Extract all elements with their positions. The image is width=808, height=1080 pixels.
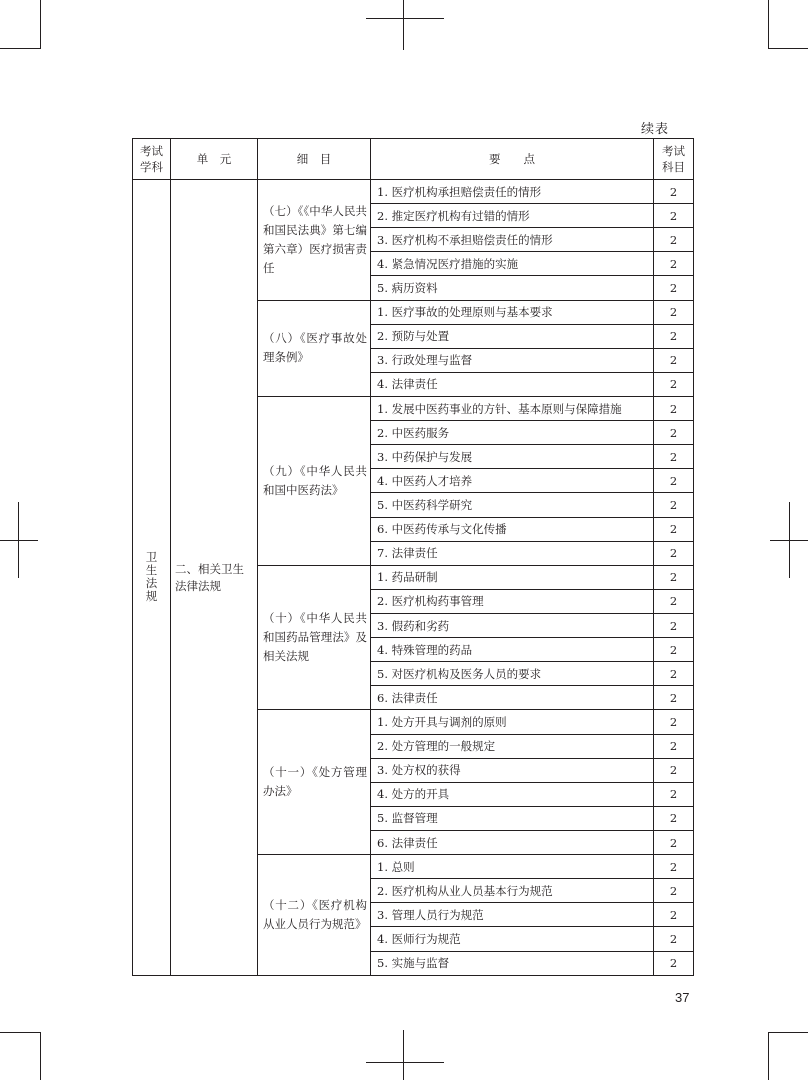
point-cell: 2. 医疗机构药事管理 xyxy=(371,589,654,613)
point-cell: 3. 医疗机构不承担赔偿责任的情形 xyxy=(371,228,654,252)
score-cell: 2 xyxy=(654,300,694,324)
point-cell: 5. 监督管理 xyxy=(371,806,654,830)
score-cell: 2 xyxy=(654,758,694,782)
score-cell: 2 xyxy=(654,879,694,903)
score-cell: 2 xyxy=(654,469,694,493)
score-cell: 2 xyxy=(654,903,694,927)
score-cell: 2 xyxy=(654,806,694,830)
point-cell: 4. 中医药人才培养 xyxy=(371,469,654,493)
point-cell: 1. 处方开具与调剂的原则 xyxy=(371,710,654,734)
score-cell: 2 xyxy=(654,324,694,348)
subject-text: 卫生法规 xyxy=(145,550,158,603)
detail-cell: （十一）《处方管理办法》 xyxy=(258,710,371,855)
score-cell: 2 xyxy=(654,180,694,204)
point-cell: 5. 实施与监督 xyxy=(371,951,654,976)
score-cell: 2 xyxy=(654,951,694,976)
score-cell: 2 xyxy=(654,782,694,806)
point-cell: 1. 医疗事故的处理原则与基本要求 xyxy=(371,300,654,324)
score-cell: 2 xyxy=(654,348,694,372)
point-cell: 1. 总则 xyxy=(371,855,654,879)
header-unit: 单 元 xyxy=(171,139,258,180)
point-cell: 5. 病历资料 xyxy=(371,276,654,300)
score-cell: 2 xyxy=(654,613,694,637)
point-cell: 6. 法律责任 xyxy=(371,686,654,710)
detail-cell: （七）《《中华人民共和国民法典》第七编第六章）医疗损害责任 xyxy=(258,180,371,301)
point-cell: 3. 处方权的获得 xyxy=(371,758,654,782)
score-cell: 2 xyxy=(654,252,694,276)
point-cell: 6. 法律责任 xyxy=(371,830,654,854)
point-cell: 1. 医疗机构承担赔偿责任的情形 xyxy=(371,180,654,204)
header-detail: 细 目 xyxy=(258,139,371,180)
score-cell: 2 xyxy=(654,493,694,517)
score-cell: 2 xyxy=(654,927,694,951)
score-cell: 2 xyxy=(654,372,694,396)
point-cell: 3. 中药保护与发展 xyxy=(371,445,654,469)
score-cell: 2 xyxy=(654,589,694,613)
subject-cell xyxy=(133,180,171,976)
detail-cell: （十二）《医疗机构从业人员行为规范》 xyxy=(258,855,371,976)
detail-cell: （十）《中华人民共和国药品管理法》及相关法规 xyxy=(258,565,371,710)
table-row xyxy=(133,180,694,204)
point-cell: 2. 推定医疗机构有过错的情形 xyxy=(371,204,654,228)
header-points: 要 点 xyxy=(371,139,654,180)
point-cell: 2. 处方管理的一般规定 xyxy=(371,734,654,758)
score-cell: 2 xyxy=(654,734,694,758)
point-cell: 3. 行政处理与监督 xyxy=(371,348,654,372)
score-cell: 2 xyxy=(654,396,694,420)
point-cell: 2. 预防与处置 xyxy=(371,324,654,348)
point-cell: 4. 紧急情况医疗措施的实施 xyxy=(371,252,654,276)
score-cell: 2 xyxy=(654,541,694,565)
syllabus-table xyxy=(132,138,694,976)
point-cell: 5. 对医疗机构及医务人员的要求 xyxy=(371,662,654,686)
unit-cell: 二、相关卫生法律法规 xyxy=(171,180,258,976)
score-cell: 2 xyxy=(654,710,694,734)
point-cell: 4. 法律责任 xyxy=(371,372,654,396)
score-cell: 2 xyxy=(654,686,694,710)
point-cell: 4. 处方的开具 xyxy=(371,782,654,806)
point-cell: 4. 医师行为规范 xyxy=(371,927,654,951)
score-cell: 2 xyxy=(654,204,694,228)
score-cell: 2 xyxy=(654,276,694,300)
point-cell: 5. 中医药科学研究 xyxy=(371,493,654,517)
score-cell: 2 xyxy=(654,855,694,879)
continued-label: 续表 xyxy=(641,122,670,137)
point-cell: 3. 管理人员行为规范 xyxy=(371,903,654,927)
point-cell: 6. 中医药传承与文化传播 xyxy=(371,517,654,541)
score-cell: 2 xyxy=(654,638,694,662)
point-cell: 7. 法律责任 xyxy=(371,541,654,565)
point-cell: 3. 假药和劣药 xyxy=(371,613,654,637)
detail-cell: （八）《医疗事故处理条例》 xyxy=(258,300,371,396)
point-cell: 4. 特殊管理的药品 xyxy=(371,638,654,662)
point-cell: 1. 药品研制 xyxy=(371,565,654,589)
point-cell: 1. 发展中医药事业的方针、基本原则与保障措施 xyxy=(371,396,654,420)
score-cell: 2 xyxy=(654,228,694,252)
score-cell: 2 xyxy=(654,445,694,469)
score-cell: 2 xyxy=(654,565,694,589)
score-cell: 2 xyxy=(654,517,694,541)
score-cell: 2 xyxy=(654,830,694,854)
score-cell: 2 xyxy=(654,662,694,686)
point-cell: 2. 医疗机构从业人员基本行为规范 xyxy=(371,879,654,903)
detail-cell: （九）《中华人民共和国中医药法》 xyxy=(258,396,371,565)
header-subject: 考试学科 xyxy=(133,139,171,180)
page-number: 37 xyxy=(675,990,690,1005)
score-cell: 2 xyxy=(654,421,694,445)
header-score: 考试科目 xyxy=(654,139,694,180)
point-cell: 2. 中医药服务 xyxy=(371,421,654,445)
